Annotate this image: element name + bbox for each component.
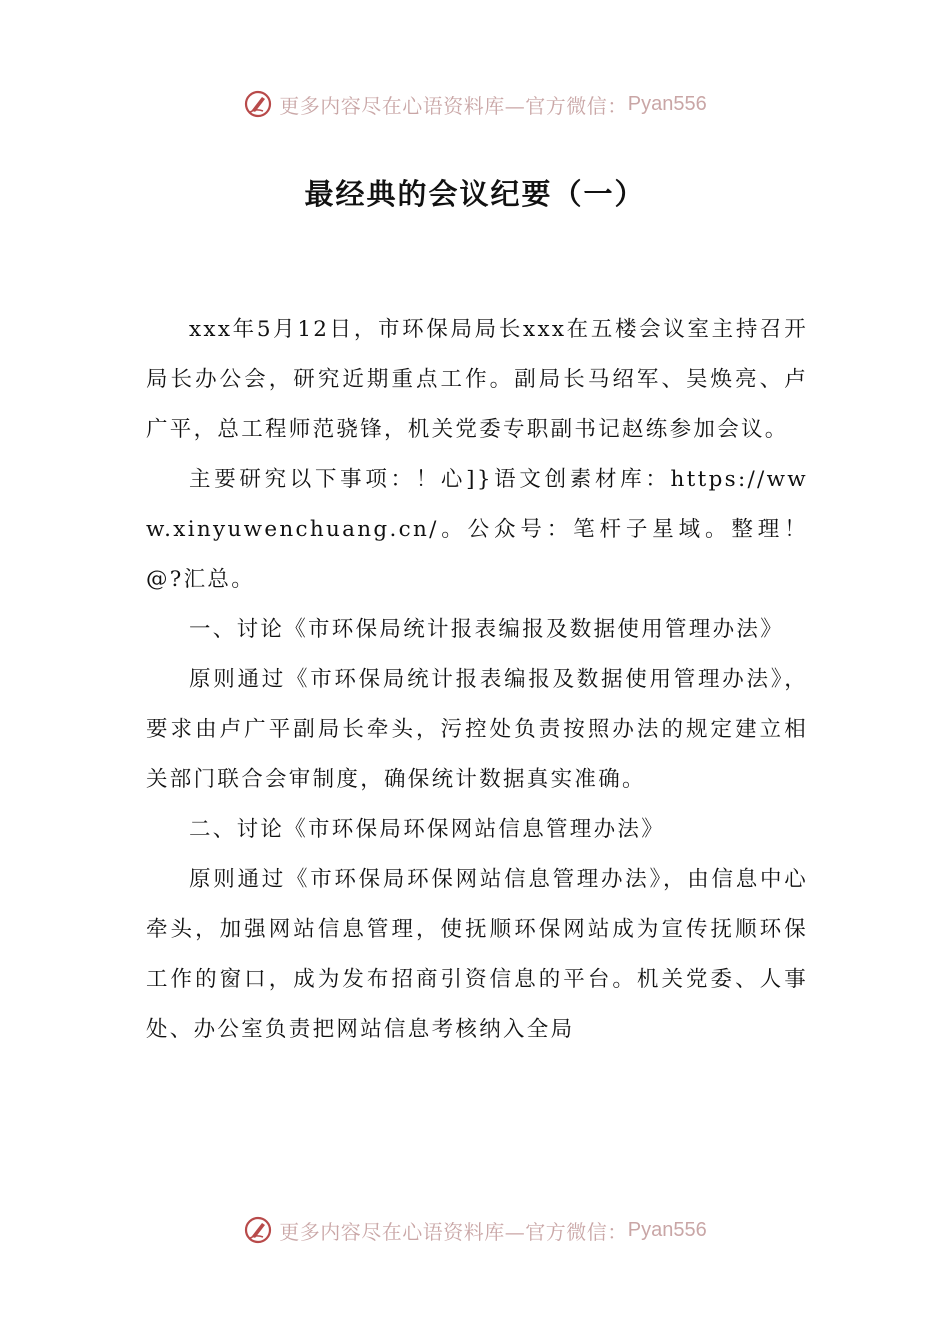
pen-logo-icon bbox=[243, 89, 273, 119]
footer-banner bbox=[0, 1210, 950, 1250]
document-title: 最经典的会议纪要（一） bbox=[304, 177, 646, 211]
paragraph-main-items: 主要研究以下事项：！心]}语文创素材库：https://www.xinyuwenchuang.cn/。公众号：笔杆子星域。整理！@?汇总。 bbox=[146, 467, 808, 592]
paragraph-item-two-heading: 二、讨论《市环保局环保网站信息管理办法》 bbox=[189, 817, 666, 842]
banner-text: 更多内容尽在心语资料库—官方微信： bbox=[279, 1219, 628, 1244]
paragraph-item-one-body: 原则通过《市环保局统计报表编报及数据使用管理办法》，要求由卢广平副局长牵头，污控处负责按照办法的规定建立相关部门联合会审制度，确保统计数据真实准确。 bbox=[146, 667, 808, 792]
banner-text: 更多内容尽在心语资料库—官方微信： bbox=[279, 93, 628, 118]
document-body bbox=[146, 305, 808, 1055]
paragraph-item-two-body: 原则通过《市环保局环保网站信息管理办法》，由信息中心牵头，加强网站信息管理，使抚顺环保网站成为宣传抚顺环保工作的窗口，成为发布招商引资信息的平台。机关党委、人事处、办公室负责把网站信息考核纳入全局 bbox=[146, 867, 808, 1042]
pen-logo-icon bbox=[243, 1215, 273, 1245]
banner-wechat-id: Pyan556 bbox=[627, 1218, 707, 1241]
paragraph-item-one-heading: 一、讨论《市环保局统计报表编报及数据使用管理办法》 bbox=[189, 617, 785, 642]
banner-wechat-id: Pyan556 bbox=[627, 92, 707, 115]
header-banner bbox=[0, 84, 950, 124]
paragraph-meeting-intro: xxx年5月12日，市环保局局长xxx在五楼会议室主持召开局长办公会，研究近期重点工作。副局长马绍军、吴焕亮、卢广平，总工程师范骁锋，机关党委专职副书记赵练参加会议。 bbox=[146, 317, 808, 442]
